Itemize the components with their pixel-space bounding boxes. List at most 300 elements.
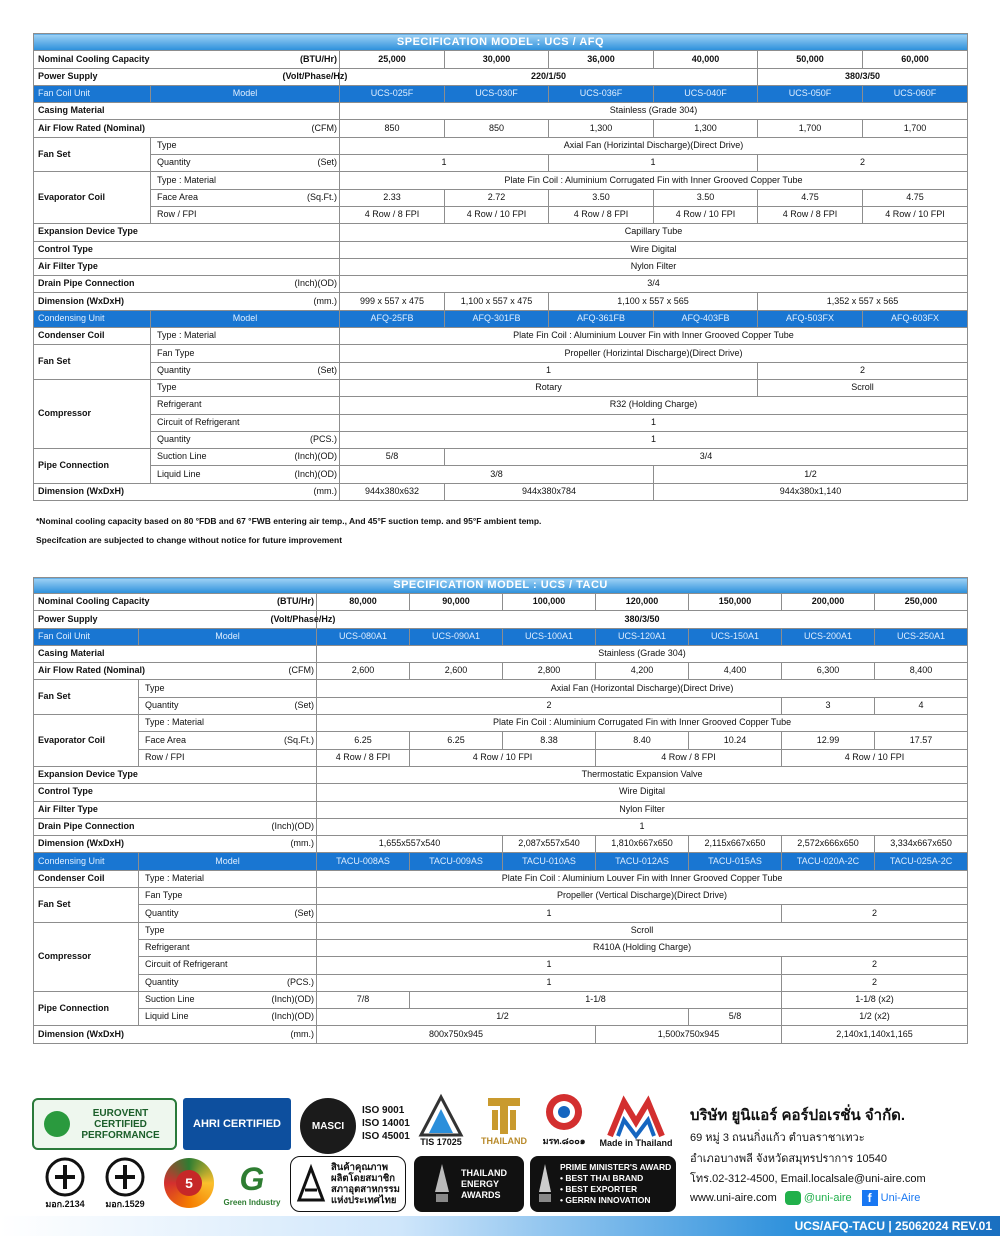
cell: 944x380x632 [340, 483, 445, 500]
cell: 2,800 [503, 663, 596, 680]
facebook-link[interactable]: Uni-Aire [880, 1192, 921, 1204]
cell: 4.75 [758, 189, 863, 206]
energy-label-5 [164, 1158, 214, 1208]
row-label: Pipe Connection [34, 449, 151, 484]
tacu-spec-table [33, 577, 968, 1044]
cell: 1 [340, 362, 758, 379]
model-cell: UCS-025F [340, 85, 445, 102]
cell: 4 Row / 8 FPI [549, 206, 654, 223]
energy-awards-text [461, 1168, 507, 1201]
cell: 4 Row / 8 FPI [317, 749, 410, 766]
sub-label: Face Area [139, 732, 269, 749]
cell: 3/4 [445, 449, 968, 466]
cell: 1 [340, 414, 968, 431]
cell: R32 (Holding Charge) [340, 397, 968, 414]
pm-award-item: • GERRN INNOVATION [560, 1195, 651, 1205]
unit: (Set) [281, 362, 340, 379]
cell: Propeller (Horizintal Discharge)(Direct Drive) [340, 345, 968, 362]
masci-text: MASCI [311, 1120, 345, 1132]
unit: (Set) [281, 155, 340, 172]
model-cell: UCS-050F [758, 85, 863, 102]
cell: 2 [317, 697, 782, 714]
cell: 3.50 [654, 189, 758, 206]
fti-line: ผลิตโดยสมาชิก [331, 1173, 395, 1184]
cell: 4 Row / 10 FPI [782, 749, 968, 766]
web-social-row [690, 1190, 920, 1206]
cell: 944x380x1,140 [654, 483, 968, 500]
sub-label: Refrigerant [139, 939, 317, 956]
thailand-trusted-logo [476, 1092, 532, 1150]
cell: 2,115x667x650 [689, 836, 782, 853]
sub-label: Suction Line [139, 991, 269, 1008]
cell: 200,000 [782, 594, 875, 611]
cell: 2 [758, 362, 968, 379]
cell: 1-1/8 [410, 991, 782, 1008]
row-label: Dimension (WxDxH) [34, 836, 269, 853]
model-cell: UCS-200A1 [782, 628, 875, 645]
cell: 1/2 [654, 466, 968, 483]
sub-label: Fan Type [151, 345, 340, 362]
tis-text: TIS 17025 [420, 1137, 462, 1147]
sub-label: Row / FPI [139, 749, 317, 766]
model-cell: TACU-015AS [689, 853, 782, 870]
cell: 2,600 [410, 663, 503, 680]
cell: Wire Digital [340, 241, 968, 258]
table-title: SPECIFICATION MODEL : UCS / AFQ [34, 34, 968, 51]
model-label: Model [151, 85, 340, 102]
model-cell: AFQ-25FB [340, 310, 445, 327]
company-name: บริษัท ยูนิแอร์ คอร์ปอเรชั่น จำกัด. [690, 1107, 906, 1124]
cell: 1,300 [654, 120, 758, 137]
cell: 2,572x666x650 [782, 836, 875, 853]
model-cell: UCS-120A1 [596, 628, 689, 645]
cell: Plate Fin Coil : Aluminium Corrugated Fin with Inner Grooved Copper Tube [317, 715, 968, 732]
unit: (CFM) [281, 120, 340, 137]
cell: 4,400 [689, 663, 782, 680]
cell: Scroll [317, 922, 968, 939]
cell: 4 Row / 10 FPI [410, 749, 596, 766]
unit: (Inch)(OD) [269, 1009, 317, 1026]
section-header: Condensing Unit [34, 853, 139, 870]
website-link[interactable]: www.uni-aire.com [690, 1192, 777, 1204]
mortor-logo [536, 1086, 592, 1152]
eurovent-logo [32, 1098, 177, 1150]
cell: 6,300 [782, 663, 875, 680]
cell: Rotary [340, 379, 758, 396]
sub-label: Type [139, 922, 317, 939]
unit: (BTU/Hr) [269, 594, 317, 611]
cell: 850 [340, 120, 445, 137]
sub-label: Liquid Line [139, 1009, 269, 1026]
row-label: Casing Material [34, 103, 340, 120]
bottom-bar [0, 1216, 1000, 1236]
cell: 1 [340, 155, 549, 172]
line-link[interactable]: @uni-aire [803, 1192, 852, 1204]
model-cell: UCS-040F [654, 85, 758, 102]
cell: 944x380x784 [445, 483, 654, 500]
trusted-text: THAILAND [481, 1136, 527, 1146]
sub-label: Quantity [151, 155, 281, 172]
unit: (Sq.Ft.) [269, 732, 317, 749]
cell: Plate Fin Coil : Aluminium Louver Fin with Inner Grooved Copper Tube [340, 328, 968, 345]
cell: 2,600 [317, 663, 410, 680]
fti-icon [297, 1166, 325, 1202]
sub-label: Quantity [151, 431, 281, 448]
ahri-text: AHRI CERTIFIED [193, 1118, 281, 1130]
fti-logo [290, 1156, 406, 1212]
cell: 1,700 [758, 120, 863, 137]
cell: 4 Row / 8 FPI [596, 749, 782, 766]
model-cell: UCS-100A1 [503, 628, 596, 645]
cell: 6.25 [410, 732, 503, 749]
cell: 3/4 [340, 276, 968, 293]
cell: 3/8 [340, 466, 654, 483]
pm-trophy-icon [536, 1162, 554, 1206]
cell: 25,000 [340, 51, 445, 68]
row-label: Power Supply [34, 611, 269, 628]
tis-logo [412, 1090, 470, 1152]
sub-label: Suction Line [151, 449, 281, 466]
cell: 60,000 [863, 51, 968, 68]
sub-label: Circuit of Refrigerant [151, 414, 340, 431]
cell: 5/8 [689, 1009, 782, 1026]
model-cell: TACU-010AS [503, 853, 596, 870]
cell: 2,140x1,140x1,165 [782, 1026, 968, 1043]
row-label: Casing Material [34, 645, 317, 662]
unit: (mm.) [269, 1026, 317, 1043]
sub-label: Quantity [151, 362, 281, 379]
energy-awards-line: ENERGY [461, 1178, 500, 1189]
cell: Capillary Tube [340, 224, 968, 241]
tis-mark-icon [105, 1157, 145, 1197]
model-cell: TACU-009AS [410, 853, 503, 870]
eurovent-text: EUROVENT CERTIFIED PERFORMANCE [81, 1107, 160, 1141]
cell: 2,087x557x540 [503, 836, 596, 853]
tis-mark-icon [45, 1157, 85, 1197]
cell: Nylon Filter [340, 258, 968, 275]
iso-45001: ISO 45001 [362, 1131, 410, 1142]
sub-label: Type : Material [151, 172, 340, 189]
cell: 3,334x667x650 [875, 836, 968, 853]
unit: (mm.) [281, 293, 340, 310]
model-cell: UCS-080A1 [317, 628, 410, 645]
unit: (Inch)(OD) [269, 818, 317, 835]
cell: 4 Row / 10 FPI [863, 206, 968, 223]
fti-line: แห่งประเทศไทย [331, 1195, 397, 1206]
cell: 800x750x945 [317, 1026, 596, 1043]
cell: 12.99 [782, 732, 875, 749]
row-label: Drain Pipe Connection [34, 818, 269, 835]
mortor-text: มรท.๘๐๐๑ [542, 1136, 586, 1146]
cell: 1,100 x 557 x 475 [445, 293, 549, 310]
model-cell: TACU-025A-2C [875, 853, 968, 870]
made-in-thailand-icon [606, 1098, 666, 1138]
unit: (Volt/Phase/Hz) [281, 68, 340, 85]
model-label: Model [139, 628, 317, 645]
trophy-icon [431, 1162, 453, 1206]
cell: 150,000 [689, 594, 782, 611]
footnote: *Nominal cooling capacity based on 80 °FDB and 67 °FWB entering air temp., And 45°F suction temp. and 95°F ambient temp. [36, 516, 542, 526]
cell: 4,200 [596, 663, 689, 680]
pm-award-item: • BEST THAI BRAND [560, 1173, 644, 1183]
cell: 8.40 [596, 732, 689, 749]
cell: Scroll [758, 379, 968, 396]
row-label: Evaporator Coil [34, 172, 151, 224]
cell: 5/8 [340, 449, 445, 466]
made-in-thailand-logo [594, 1094, 678, 1152]
row-label: Pipe Connection [34, 991, 139, 1026]
pm-award-text [560, 1162, 671, 1206]
section-header: Condensing Unit [34, 310, 151, 327]
cell: 1,700 [863, 120, 968, 137]
cell: 250,000 [875, 594, 968, 611]
sub-label: Quantity [139, 697, 269, 714]
masci-logo [300, 1098, 356, 1154]
cell: Wire Digital [317, 784, 968, 801]
row-label: Fan Set [34, 345, 151, 380]
cell: Axial Fan (Horizontal Discharge)(Direct Drive) [317, 680, 968, 697]
unit: (Inch)(OD) [281, 276, 340, 293]
cell: R410A (Holding Charge) [317, 939, 968, 956]
cell: Axial Fan (Horizintal Discharge)(Direct Drive) [340, 137, 968, 154]
sub-label: Type : Material [139, 870, 317, 887]
energy-awards-line: AWARDS [461, 1189, 501, 1200]
cell: 4 Row / 10 FPI [654, 206, 758, 223]
sub-label: Liquid Line [151, 466, 281, 483]
unit: (Sq.Ft.) [281, 189, 340, 206]
row-label: Power Supply [34, 68, 281, 85]
cell: 17.57 [875, 732, 968, 749]
trusted-icon [484, 1096, 524, 1136]
sub-label: Type [151, 379, 340, 396]
cell: 2 [758, 155, 968, 172]
model-label: Model [151, 310, 340, 327]
row-label: Nominal Cooling Capacity [34, 594, 269, 611]
cell: 8,400 [875, 663, 968, 680]
sub-label: Type [139, 680, 317, 697]
section-header: Fan Coil Unit [34, 628, 139, 645]
green-text: Green Industry [223, 1198, 281, 1207]
row-label: Expansion Device Type [34, 224, 340, 241]
cell: Stainless (Grade 304) [317, 645, 968, 662]
row-label: Compressor [34, 922, 139, 991]
cell: 1 [340, 431, 968, 448]
row-label: Fan Set [34, 137, 151, 172]
cell: 2.33 [340, 189, 445, 206]
row-label: Condenser Coil [34, 870, 139, 887]
cell: Nylon Filter [317, 801, 968, 818]
cell: 8.38 [503, 732, 596, 749]
unit: (Volt/Phase/Hz) [269, 611, 317, 628]
model-cell: AFQ-301FB [445, 310, 549, 327]
cell: 10.24 [689, 732, 782, 749]
cell: 36,000 [549, 51, 654, 68]
cell: 4.75 [863, 189, 968, 206]
cell: 2 [782, 957, 968, 974]
cell: 220/1/50 [340, 68, 758, 85]
model-cell: UCS-250A1 [875, 628, 968, 645]
iso-14001: ISO 14001 [362, 1118, 410, 1129]
document-code: UCS/AFQ-TACU | 25062024 REV.01 [794, 1219, 992, 1233]
energy-label-text: 5 [176, 1170, 202, 1196]
address-line: อำเภอบางพลี จังหวัดสมุทรปราการ 10540 [690, 1153, 887, 1165]
afq-spec-table [33, 33, 968, 501]
row-label: Dimension (WxDxH) [34, 1026, 269, 1043]
cell: 1 [317, 818, 968, 835]
row-label: Air Flow Rated (Nominal) [34, 120, 281, 137]
cell: 1 [317, 957, 782, 974]
unit: (mm.) [269, 836, 317, 853]
cell: 2.72 [445, 189, 549, 206]
cell: 1,655x557x540 [317, 836, 503, 853]
cell: 850 [445, 120, 549, 137]
cell: 3.50 [549, 189, 654, 206]
tis-mark-text: มอก.1529 [105, 1199, 145, 1209]
row-label: Nominal Cooling Capacity [34, 51, 281, 68]
tis-icon [419, 1095, 463, 1137]
row-label: Air Filter Type [34, 258, 340, 275]
sub-label: Row / FPI [151, 206, 340, 223]
unit: (PCS.) [269, 974, 317, 991]
unit: (Inch)(OD) [281, 449, 340, 466]
model-cell: TACU-012AS [596, 853, 689, 870]
tis-mark-1529 [100, 1156, 150, 1212]
cell: 1 [317, 905, 782, 922]
facebook-icon: f [862, 1190, 878, 1206]
cell: 1,300 [549, 120, 654, 137]
unit: (Inch)(OD) [281, 466, 340, 483]
row-label: Air Flow Rated (Nominal) [34, 663, 269, 680]
row-label: Condenser Coil [34, 328, 151, 345]
model-cell: AFQ-603FX [863, 310, 968, 327]
cell: Stainless (Grade 304) [340, 103, 968, 120]
cell: 1/2 (x2) [782, 1009, 968, 1026]
cell: 1,352 x 557 x 565 [758, 293, 968, 310]
made-in-text: Made in Thailand [599, 1138, 673, 1148]
green-industry-logo [222, 1156, 282, 1212]
model-cell: UCS-150A1 [689, 628, 782, 645]
unit: (BTU/Hr) [281, 51, 340, 68]
sub-label: Refrigerant [151, 397, 340, 414]
row-label: Control Type [34, 241, 340, 258]
iso-9001: ISO 9001 [362, 1105, 405, 1116]
green-g-icon: G [239, 1161, 265, 1197]
cell: Plate Fin Coil : Aluminium Louver Fin with Inner Grooved Copper Tube [317, 870, 968, 887]
fti-line: สภาอุตสาหกรรม [331, 1184, 400, 1195]
cell: 4 Row / 8 FPI [340, 206, 445, 223]
cell: 1,500x750x945 [596, 1026, 782, 1043]
mortor-icon [544, 1090, 584, 1134]
row-label: Fan Set [34, 680, 139, 715]
cell: 1,810x667x650 [596, 836, 689, 853]
unit: (Inch)(OD) [269, 991, 317, 1008]
sub-label: Type : Material [151, 328, 340, 345]
footnote: Specifcation are subjected to change without notice for future improvement [36, 535, 343, 545]
cell: 1-1/8 (x2) [782, 991, 968, 1008]
cell: 80,000 [317, 594, 410, 611]
row-label: Control Type [34, 784, 317, 801]
row-label: Dimension (WxDxH) [34, 293, 281, 310]
ahri-logo [183, 1098, 291, 1150]
cell: 1,100 x 557 x 565 [549, 293, 758, 310]
cell: 1 [549, 155, 758, 172]
unit: (mm.) [281, 483, 340, 500]
model-cell: AFQ-503FX [758, 310, 863, 327]
model-label: Model [139, 853, 317, 870]
pm-award-title: PRIME MINISTER'S AWARD [560, 1162, 672, 1172]
fti-text [331, 1162, 400, 1206]
unit: (Set) [269, 905, 317, 922]
address-line: 69 หมู่ 3 ถนนกิ่งแก้ว ตำบลราชาเทวะ [690, 1132, 865, 1144]
line-icon [785, 1191, 801, 1205]
cell: 6.25 [317, 732, 410, 749]
cell: 100,000 [503, 594, 596, 611]
model-cell: UCS-060F [863, 85, 968, 102]
tis-mark-text: มอก.2134 [45, 1199, 85, 1209]
cell: 1 [317, 974, 782, 991]
row-label: Dimension (WxDxH) [34, 483, 281, 500]
cell: Plate Fin Coil : Aluminium Corrugated Fin with Inner Grooved Copper Tube [340, 172, 968, 189]
cell: 380/3/50 [317, 611, 968, 628]
cell: 3 [782, 697, 875, 714]
cell: 90,000 [410, 594, 503, 611]
sub-label: Type [151, 137, 340, 154]
cell: 2 [782, 905, 968, 922]
energy-awards-line: THAILAND [461, 1167, 507, 1178]
row-label: Fan Set [34, 888, 139, 923]
row-label: Drain Pipe Connection [34, 276, 281, 293]
pm-award-item: • BEST EXPORTER [560, 1184, 638, 1194]
cell: 4 [875, 697, 968, 714]
sub-label: Quantity [139, 905, 269, 922]
cell: Thermostatic Expansion Valve [317, 766, 968, 783]
model-cell: UCS-090A1 [410, 628, 503, 645]
cell: 2 [782, 974, 968, 991]
cell: Propeller (Vertical Discharge)(Direct Drive) [317, 888, 968, 905]
row-label: Expansion Device Type [34, 766, 317, 783]
model-cell: AFQ-403FB [654, 310, 758, 327]
row-label: Evaporator Coil [34, 715, 139, 767]
cell: 999 x 557 x 475 [340, 293, 445, 310]
iso-list [362, 1104, 410, 1143]
cell: 7/8 [317, 991, 410, 1008]
cell: 4 Row / 10 FPI [445, 206, 549, 223]
cell: 40,000 [654, 51, 758, 68]
model-cell: TACU-020A-2C [782, 853, 875, 870]
row-label: Compressor [34, 379, 151, 448]
tis-mark-2134 [40, 1156, 90, 1212]
cell: 50,000 [758, 51, 863, 68]
unit: (CFM) [269, 663, 317, 680]
unit: (Set) [269, 697, 317, 714]
model-cell: UCS-030F [445, 85, 549, 102]
table-title: SPECIFICATION MODEL : UCS / TACU [34, 578, 968, 594]
energy-awards-logo [414, 1156, 524, 1212]
sub-label: Face Area [151, 189, 281, 206]
row-label: Air Filter Type [34, 801, 317, 818]
cell: 380/3/50 [758, 68, 968, 85]
model-cell: TACU-008AS [317, 853, 410, 870]
section-header: Fan Coil Unit [34, 85, 151, 102]
cell: 1/2 [317, 1009, 689, 1026]
sub-label: Fan Type [139, 888, 317, 905]
fti-line: สินค้าคุณภาพ [331, 1162, 389, 1173]
sub-label: Circuit of Refrigerant [139, 957, 317, 974]
contact-line: โทร.02-312-4500, Email.localsale@uni-aire.com [690, 1173, 926, 1185]
cell: 4 Row / 8 FPI [758, 206, 863, 223]
sub-label: Type : Material [139, 715, 317, 732]
cell: 120,000 [596, 594, 689, 611]
